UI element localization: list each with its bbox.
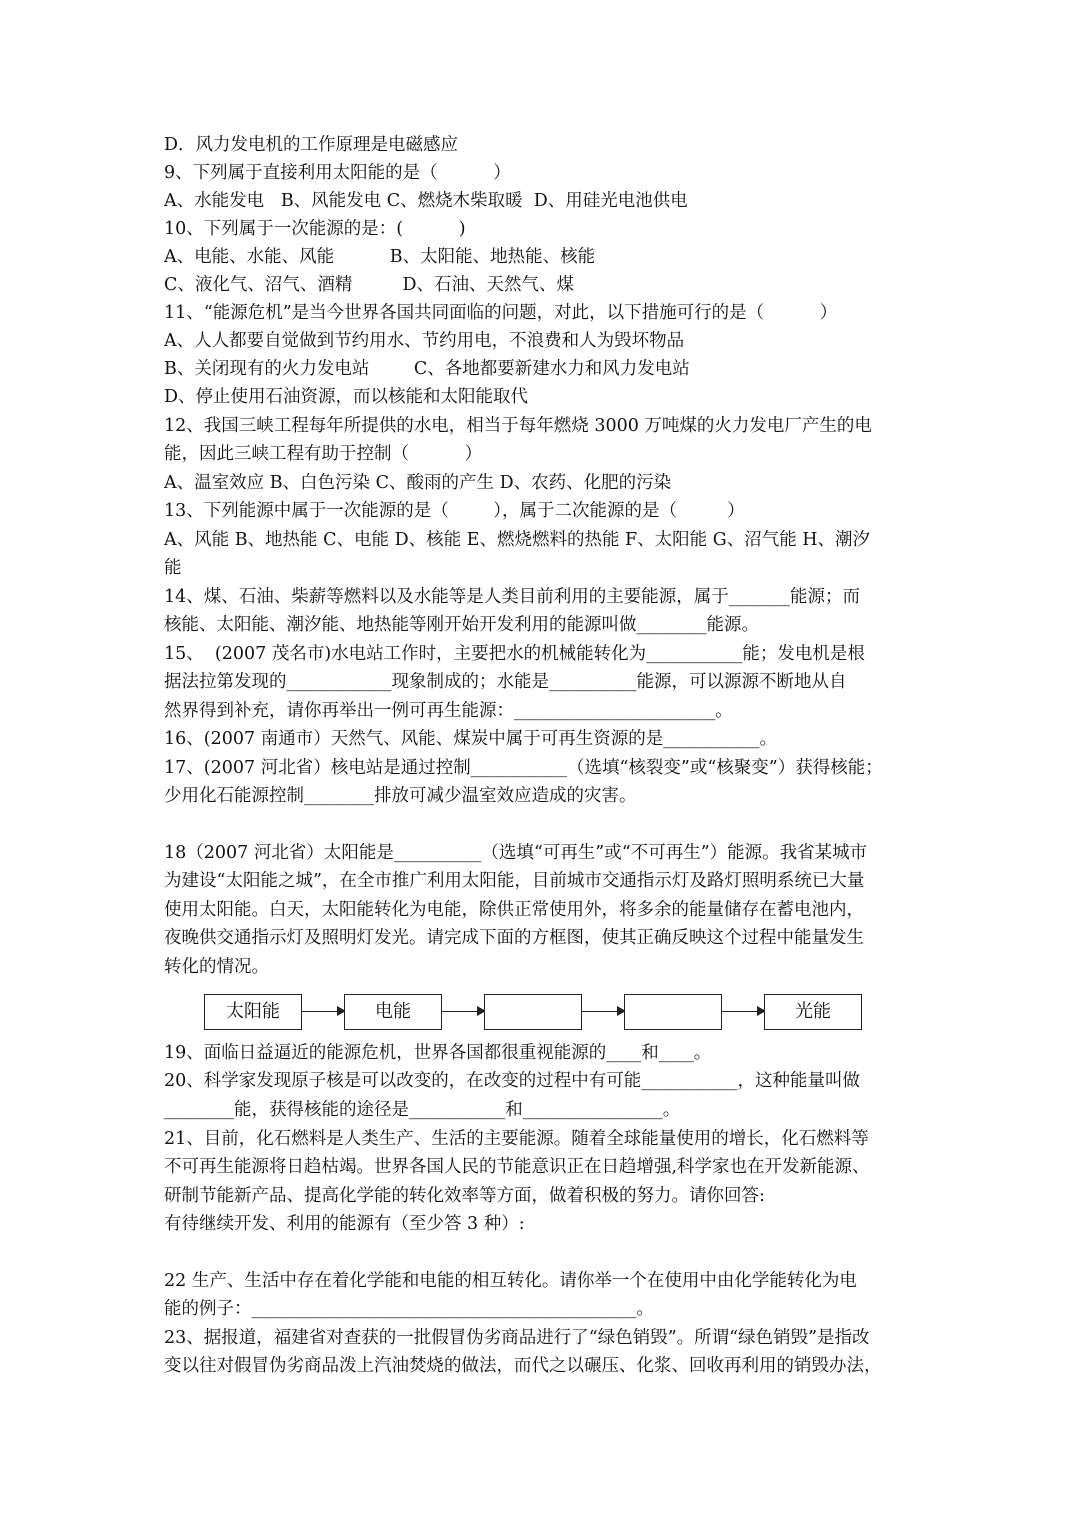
- flow-box-blank-2: [624, 994, 722, 1030]
- flow-box-solar: 太阳能: [204, 994, 302, 1030]
- question-20: 20、科学家发现原子核是可以改变的，在改变的过程中有可能___________，这种能量叫做: [164, 1071, 861, 1091]
- question-11-options-b-c: B、关闭现有的火力发电站 C、各地都要新建水力和风力发电站: [164, 359, 690, 379]
- flow-arrow: [302, 1011, 344, 1012]
- flow-box-light: 光能: [764, 994, 862, 1030]
- text-line: D．风力发电机的工作原理是电磁感应: [164, 135, 459, 155]
- question-12: 12、我国三峡工程每年所提供的水电，相当于每年燃烧 3000 万吨煤的火力发电厂产生的电: [164, 416, 872, 436]
- question-21: 21、目前，化石燃料是人类生产、生活的主要能源。随着全球能量使用的增长，化石燃料等: [164, 1129, 869, 1149]
- question-10-options-c-d: C、液化气、沼气、酒精 D、石油、天然气、煤: [164, 275, 574, 295]
- question-14: 14、煤、石油、柴薪等燃料以及水能等是人类目前利用的主要能源，属于_______能源；而: [164, 587, 861, 607]
- question-11-option-a: A、人人都要自觉做到节约用水、节约用电，不浪费和人为毁坏物品: [164, 331, 685, 351]
- question-18-cont-4: 转化的情况。: [164, 957, 269, 977]
- question-18: 18（2007 河北省）太阳能是__________（选填“可再生”或“不可再生”）能源。我省某城市: [164, 843, 868, 863]
- flow-arrow: [442, 1011, 484, 1012]
- question-12-options: A、温室效应 B、白色污染 C、酸雨的产生 D、农药、化肥的污染: [164, 473, 672, 493]
- question-23: 23、据报道，福建省对查获的一批假冒伪劣商品进行了“绿色销毁”。所谓“绿色销毁”是指改: [164, 1328, 870, 1348]
- question-12-cont: 能，因此三峡工程有助于控制（ ）: [164, 444, 483, 464]
- question-13-options: A、风能 B、地热能 C、电能 D、核能 E、燃烧燃料的热能 F、太阳能 G、沼气能 H、潮汐: [164, 530, 871, 550]
- question-17: 17、(2007 河北省）核电站是通过控制___________（选填“核裂变”或“核聚变”）获得核能；: [164, 758, 883, 778]
- question-13: 13、下列能源中属于一次能源的是（ ），属于二次能源的是（ ）: [164, 501, 745, 521]
- question-18-cont-3: 夜晚供交通指示灯及照明灯发光。请完成下面的方框图，使其正确反映这个过程中能量发生: [164, 928, 864, 948]
- question-22: 22 生产、生活中存在着化学能和电能的相互转化。请你举一个在使用中由化学能转化为电: [164, 1271, 857, 1291]
- question-14-cont: 核能、太阳能、潮汐能、地热能等刚开始开发利用的能源叫做________能源。: [164, 615, 759, 635]
- question-16: 16、(2007 南通市）天然气、风能、煤炭中属于可再生资源的是___________。: [164, 729, 777, 749]
- flow-arrow: [722, 1011, 764, 1012]
- question-15-cont-2: 然界得到补充，请你再举出一例可再生能源：_______________________。: [164, 701, 733, 721]
- question-17-cont: 少用化石能源控制________排放可减少温室效应造成的灾害。: [164, 786, 637, 806]
- question-21-prompt: 有待继续开发、利用的能源有（至少答 3 种）:: [164, 1214, 525, 1234]
- question-22-cont: 能的例子：____________________________________________。: [164, 1299, 654, 1319]
- question-13-options-cont: 能: [164, 558, 182, 578]
- question-11: 11、“能源危机”是当今世界各国共同面临的问题，对此，以下措施可行的是（ ）: [164, 303, 838, 323]
- question-18-cont: 为建设“太阳能之城”，在全市推广利用太阳能，目前城市交通指示灯及路灯照明系统已大量: [164, 871, 865, 891]
- question-9: 9、下列属于直接利用太阳能的是（ ）: [164, 163, 511, 183]
- question-11-option-d: D、停止使用石油资源，而以核能和太阳能取代: [164, 387, 529, 407]
- question-20-cont: ________能，获得核能的途径是___________和________________。: [164, 1100, 681, 1120]
- flow-arrow: [582, 1011, 624, 1012]
- flow-box-blank-1: [484, 994, 582, 1030]
- question-18-cont-2: 使用太阳能。白天，太阳能转化为电能，除供正常使用外，将多余的能量储存在蓄电池内，: [164, 900, 864, 920]
- question-21-cont: 不可再生能源将日趋枯竭。世界各国人民的节能意识正在日趋增强,科学家也在开发新能源、: [164, 1157, 870, 1177]
- flow-box-electric: 电能: [344, 994, 442, 1030]
- question-10: 10、下列属于一次能源的是：( ): [164, 219, 466, 239]
- question-19: 19、面临日益逼近的能源危机，世界各国都很重视能源的____和____。: [164, 1043, 712, 1063]
- question-23-cont: 变以往对假冒伪劣商品泼上汽油焚烧的做法，而代之以碾压、化浆、回收再利用的销毁办法，: [164, 1356, 882, 1376]
- question-9-options: A、水能发电 B、风能发电 C、燃烧木柴取暖 D、用硅光电池供电: [164, 191, 688, 211]
- question-21-cont-2: 研制节能新产品、提高化学能的转化效率等方面，做着积极的努力。请你回答:: [164, 1186, 765, 1206]
- question-10-options-a-b: A、电能、水能、风能 B、太阳能、地热能、核能: [164, 247, 596, 267]
- question-15: 15、 (2007 茂名市)水电站工作时，主要把水的机械能转化为___________能；发电机是根: [164, 644, 865, 664]
- question-15-cont: 据法拉第发现的____________现象制成的；水能是__________能源，可以源源不断地从自: [164, 672, 847, 692]
